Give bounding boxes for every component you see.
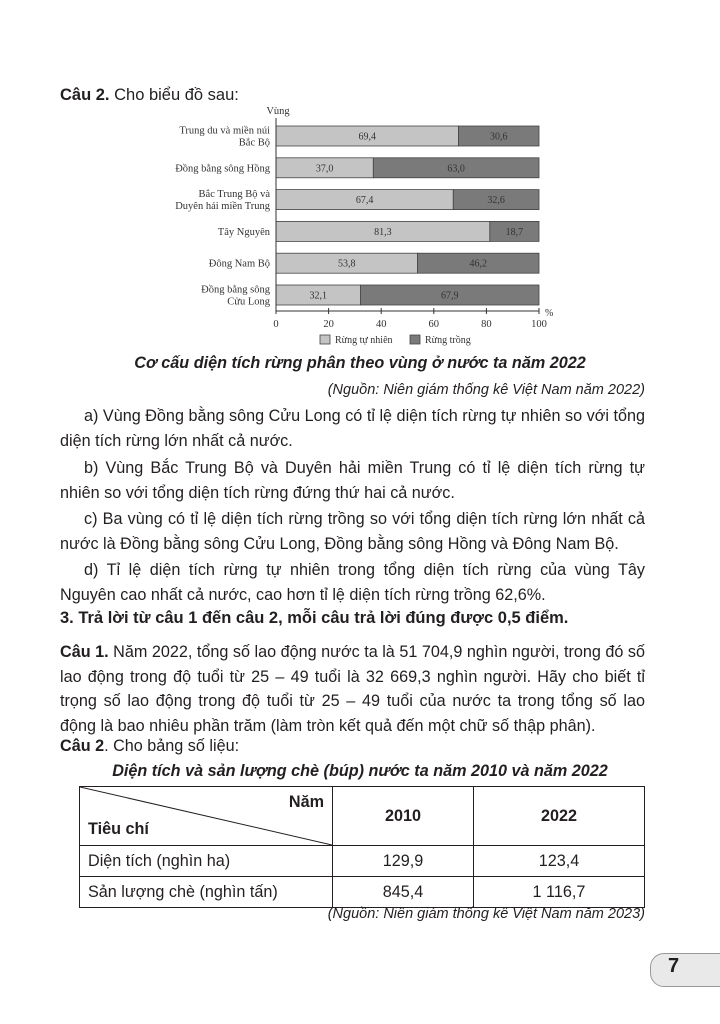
question-2b [60, 734, 645, 759]
legend-swatch [410, 335, 420, 344]
statement-c: c) Ba vùng có tỉ lệ diện tích rừng trồng so với tổng diện tích rừng lớn nhất cả nước là Đồng bằng sông Cửu Long, Đồng bằng sông Hồng và Đông Nam Bộ. [60, 510, 645, 553]
category-label: Cửu Long [227, 296, 270, 308]
question-label: Câu 2. [60, 86, 110, 104]
x-tick-label: 20 [323, 319, 334, 330]
cell-value: 845,4 [333, 877, 474, 908]
legend-label: Rừng trồng [425, 335, 471, 346]
chart-source: (Nguồn: Niên giám thống kê Việt Nam năm 2022) [327, 382, 645, 398]
x-tick-label: 40 [375, 319, 387, 330]
bar-value-label: 37,0 [315, 163, 334, 175]
row-label: Sản lượng chè (nghìn tấn) [80, 877, 333, 908]
bar-value-label: 67,9 [440, 290, 459, 302]
section-3-heading: 3. Trả lời từ câu 1 đến câu 2, mỗi câu trả lời đúng được 0,5 điểm. [60, 609, 569, 627]
row-label: Diện tích (nghìn ha) [80, 846, 333, 877]
page-number-tab [650, 953, 720, 987]
column-header-2010: 2010 [333, 787, 474, 846]
table-row [80, 846, 645, 877]
question-text: Cho biểu đồ sau: [109, 86, 239, 104]
tea-data-table [79, 786, 645, 908]
bar-value-label: 46,2 [469, 258, 487, 270]
bar-value-label: 53,8 [337, 258, 356, 270]
forest-structure-chart [0, 100, 720, 350]
page-number: 7 [668, 955, 680, 977]
legend-swatch [320, 335, 330, 344]
bar-value-label: 81,3 [374, 226, 392, 238]
question-1-label: Câu 1. [60, 643, 109, 661]
bar-value-label: 32,1 [309, 290, 327, 302]
statement-b: b) Vùng Bắc Trung Bộ và Duyên hải miền Trung có tỉ lệ diện tích rừng tự nhiên so với tổng diện tích rừng đứng thứ hai cả nước. [60, 459, 645, 502]
table-corner-cell [80, 787, 333, 846]
cell-value: 129,9 [333, 846, 474, 877]
y-axis-title: Vùng [266, 106, 290, 117]
table-source: (Nguồn: Niên giám thống kê Việt Nam năm 2023) [327, 906, 645, 922]
bar-value-label: 18,7 [505, 226, 524, 238]
category-label: Đông Nam Bộ [208, 258, 270, 270]
x-tick-label: 80 [481, 319, 492, 330]
bar-value-label: 69,4 [358, 131, 377, 143]
corner-year-label: Năm [288, 793, 324, 811]
bar-value-label: 32,6 [487, 195, 505, 207]
table-row [80, 877, 645, 908]
statement-d: d) Tỉ lệ diện tích rừng tự nhiên trong tổng diện tích rừng của vùng Tây Nguyên cao nhất cả nước, cao hơn tỉ lệ diện tích rừng trồng 62,6%. [60, 561, 645, 604]
question-1 [60, 640, 645, 738]
cell-value: 1 116,7 [473, 877, 644, 908]
table-header-row [80, 787, 645, 846]
category-label: Duyên hải miền Trung [175, 201, 270, 213]
bar-value-label: 63,0 [447, 163, 465, 175]
x-axis-unit: % [545, 308, 554, 319]
question-2b-text: . Cho bảng số liệu: [104, 737, 240, 755]
bar-value-label: 67,4 [355, 195, 374, 207]
chart-title: Cơ cấu diện tích rừng phân theo vùng ở nước ta năm 2022 [134, 354, 586, 372]
legend-label: Rừng tự nhiên [335, 335, 393, 346]
column-header-2022: 2022 [473, 787, 644, 846]
question-2b-label: Câu 2 [60, 737, 105, 755]
category-label: Tây Nguyên [217, 226, 270, 238]
category-label: Bắc Trung Bộ và [198, 189, 270, 201]
x-tick-label: 60 [428, 319, 440, 330]
statement-a: a) Vùng Đồng bằng sông Cửu Long có tỉ lệ diện tích rừng tự nhiên so với tổng diện tích rừng lớn nhất cả nước. [60, 407, 645, 450]
cell-value: 123,4 [473, 846, 644, 877]
x-tick-label: 0 [273, 319, 279, 330]
category-label: Trung du và miền núi [179, 125, 270, 137]
bar-value-label: 30,6 [490, 131, 508, 143]
category-label: Đồng bằng sông [201, 284, 270, 296]
category-label: Đồng bằng sông Hồng [175, 163, 270, 175]
table-title: Diện tích và sản lượng chè (búp) nước ta năm 2010 và năm 2022 [112, 762, 608, 780]
category-label: Bắc Bộ [238, 137, 270, 149]
corner-criteria-label: Tiêu chí [88, 820, 149, 838]
x-tick-label: 100 [531, 319, 547, 330]
question-1-text: Năm 2022, tổng số lao động nước ta là 51 704,9 nghìn người, trong đó số lao động trong độ tuổi từ 25 – 49 tuổi là 32 669,3 nghìn người. Hãy cho biết tỉ trọng số lao động trong độ tuổi từ 25 – 49 tuổi của nước ta trong tổng số lao động là bao nhiêu phần trăm (làm tròn kết quả đến một chữ số thập phân). [60, 643, 645, 735]
